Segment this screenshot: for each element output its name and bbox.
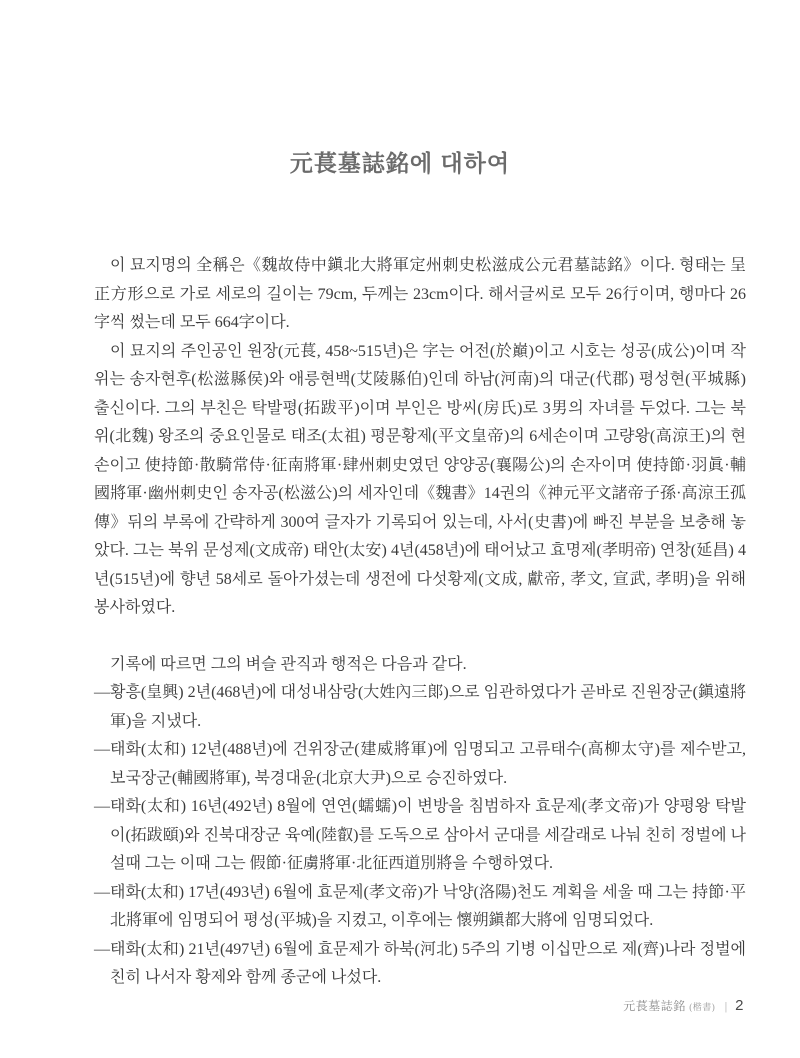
bullet-dash: ― — [94, 883, 110, 901]
bullet-dash: ― — [94, 741, 110, 758]
paragraph-biography: 이 묘지의 주인공인 원장(元萇, 458~515년)은 字는 어전(於巔)이고 시호는 성공(成公)이며 작위는 송자현후(松滋縣侯)와 애릉현백(艾陵縣伯)인데 하남(河南)의 대군(代郡) 평성현(平城縣)출신이다. 그의 부친은 탁발평(拓跋平)이며 부인은 방씨(房氏)로 3男의 자녀를 두었다. 그는 북위(北魏) 왕조의 중요인물로 태조(太祖) 평문황제(平文皇帝)의 6세손이며 고량왕(高涼王)의 현손이고 使持節·散騎常侍·征南將軍·肆州刺史였던 양양공(襄陽公)의 손자이며 使持節·羽眞·輔國將軍·幽州刺史인 송자공(松滋公)의 세자인데《魏書》14권의《神元平文諸帝子孫·高涼王孤傳》뒤의 부록에 간략하게 300여 글자가 기록되어 있는데, 사서(史書)에 빠진 부분을 보충해 놓았다. 그는 북위 문성제(文成帝) 태안(太安) 4년(458년)에 태어났고 효명제(孝明帝) 연창(延昌) 4년(515년)에 향년 58세로 돌아가셨는데 생전에 다섯황제(文成, 獻帝, 孝文, 宣武, 孝明)을 위해 봉사하였다. — [94, 342, 746, 616]
career-list-item — [94, 736, 746, 793]
bullet-dash: ― — [94, 684, 110, 701]
footer-page-number: 2 — [735, 997, 744, 1014]
bullet-dash: ― — [94, 798, 110, 815]
footer-doc-title: 元萇墓誌銘 — [623, 999, 686, 1013]
career-item-text: 태화(太和) 21년(497년) 6월에 효문제가 하북(河北) 5주의 기병 이십만으로 제(齊)나라 정벌에 친히 나서자 황제와 함께 종군에 나섰다. — [110, 940, 746, 986]
bullet-dash: ― — [94, 940, 110, 958]
career-list — [94, 679, 746, 993]
paragraph-overview: 이 묘지명의 全稱은《魏故侍中鎭北大將軍定州刺史松滋成公元君墓誌銘》이다. 형태는 呈正方形으로 가로 세로의 길이는 79cm, 두께는 23cm이다. 해서글씨로 모두 26行이며, 행마다 26字씩 썼는데 모두 664字이다. — [94, 257, 746, 331]
career-list-item — [94, 879, 746, 936]
career-item-text: 황흥(皇興) 2년(468년)에 대성내삼랑(大姓內三郞)으로 임관하였다가 곧바로 진원장군(鎭遠將軍)을 지냈다. — [110, 684, 746, 730]
document-body — [94, 252, 746, 993]
career-item-text: 태화(太和) 12년(488년)에 건위장군(建威將軍)에 임명되고 고류태수(高柳太守)를 제수받고, 보국장군(輔國將軍), 북경대윤(北京大尹)으로 승진하였다. — [110, 741, 746, 787]
career-list-item — [94, 793, 746, 879]
page-title: 元萇墓誌銘에 대하여 — [289, 150, 511, 177]
footer-separator: | — [724, 999, 728, 1013]
career-list-item — [94, 679, 746, 736]
page-footer — [623, 997, 744, 1014]
footer-doc-subtitle: (楷書) — [689, 1002, 716, 1012]
career-item-text: 태화(太和) 17년(493년) 6월에 효문제(孝文帝)가 낙양(洛陽)천도 계획을 세울 때 그는 持節·平北將軍에 임명되어 평성(平城)을 지켰고, 이후에는 懷朔鎭都大將에 임명되었다. — [110, 883, 746, 929]
career-list-item — [94, 936, 746, 993]
career-item-text: 태화(太和) 16년(492년) 8월에 연연(蠕蠕)이 변방을 침범하자 효문제(孝文帝)가 양평왕 탁발이(拓跋頤)와 진북대장군 육예(陸叡)를 도독으로 삼아서 군대를 세갈래로 나눠 친히 정벌에 나설때 그는 이때 그는 假節·征虜將軍·北征西道別將을 수행하였다. — [110, 798, 746, 872]
career-list-intro: 기록에 따르면 그의 벼슬 관직과 행적은 다음과 같다. — [110, 655, 467, 673]
